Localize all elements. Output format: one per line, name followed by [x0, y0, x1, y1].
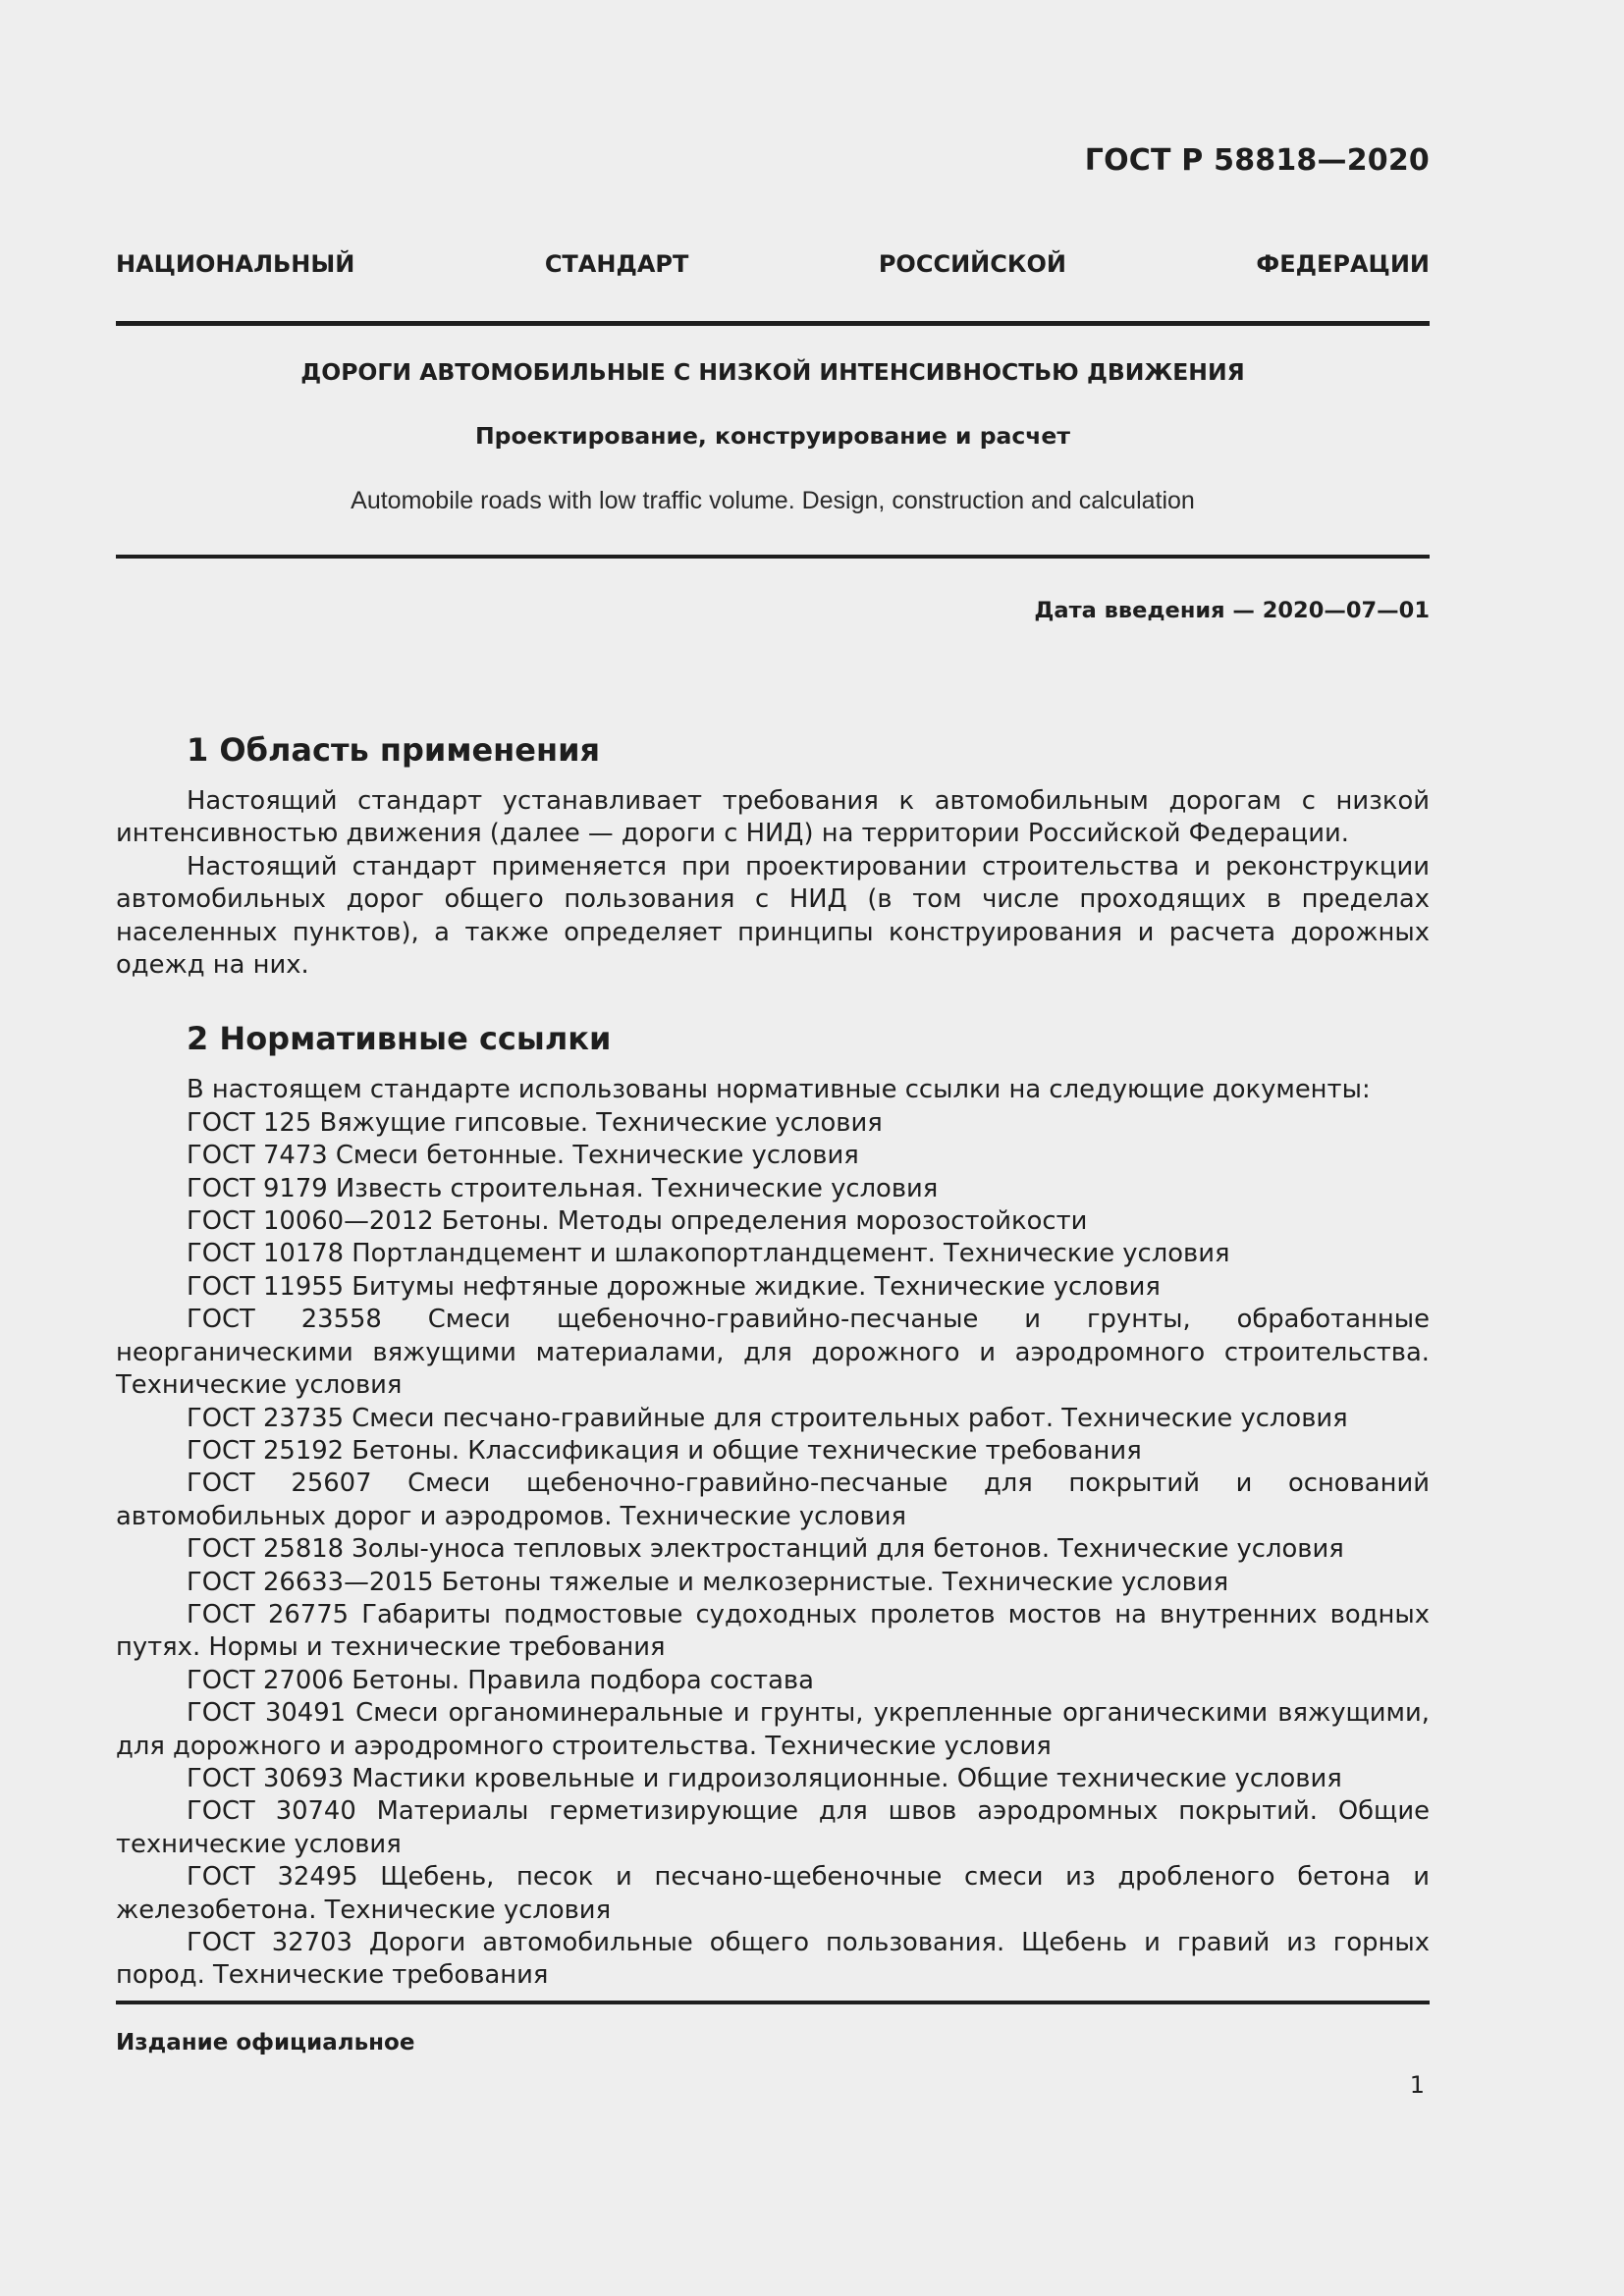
- header-divider: [116, 321, 1430, 326]
- reference-item: ГОСТ 26633—2015 Бетоны тяжелые и мелкозернистые. Технические условия: [187, 1567, 1229, 1597]
- reference-item: ГОСТ 23558 Смеси щебеночно-гравийно-песчаные и грунты, обработанные неорганическими вяжущими материалами, для дорожного и аэродромного строительства. Технические условия: [116, 1305, 1430, 1401]
- document-body: [116, 728, 1430, 1993]
- page-number: 1: [1409, 2071, 1425, 2099]
- reference-item: ГОСТ 25192 Бетоны. Классификация и общие технические требования: [187, 1435, 1142, 1466]
- document-code: ГОСТ Р 58818—2020: [1084, 143, 1430, 178]
- reference-item: ГОСТ 32495 Щебень, песок и песчано-щебеночные смеси из дробленого бетона и железобетона. Технические условия: [116, 1862, 1430, 1925]
- reference-item: ГОСТ 32703 Дороги автомобильные общего пользования. Щебень и гравий из горных пород. Технические требования: [116, 1928, 1430, 1991]
- reference-item: ГОСТ 30491 Смеси органоминеральные и грунты, укрепленные органическими вяжущими, для дорожного и аэродромного строительства. Технические условия: [116, 1698, 1430, 1761]
- title-divider: [116, 555, 1430, 559]
- reference-item: ГОСТ 25607 Смеси щебеночно-гравийно-песчаные для покрытий и оснований автомобильных дорог и аэродромов. Технические условия: [116, 1468, 1430, 1531]
- reference-item: ГОСТ 30693 Мастики кровельные и гидроизоляционные. Общие технические условия: [187, 1763, 1342, 1793]
- official-edition-label: Издание официальное: [116, 2030, 415, 2056]
- reference-item: ГОСТ 10178 Портландцемент и шлакопортландцемент. Технические условия: [187, 1239, 1230, 1269]
- footer-divider: [116, 2001, 1430, 2004]
- section-1-heading: 1 Область применения: [187, 731, 601, 769]
- section-1-paragraph: Настоящий стандарт применяется при проектировании строительства и реконструкции автомобильных дорог общего пользования с НИД (в том числе проходящих в пределах населенных пунктов), а также определяет принципы конструирования и расчета дорожных одежд на них.: [116, 851, 1430, 981]
- english-title: Automobile roads with low traffic volume. Design, construction and calculation: [351, 487, 1195, 514]
- reference-item: ГОСТ 7473 Смеси бетонные. Технические условия: [187, 1141, 859, 1171]
- reference-item: ГОСТ 125 Вяжущие гипсовые. Технические условия: [187, 1107, 883, 1138]
- introduction-date: Дата введения — 2020—07—01: [1034, 598, 1430, 623]
- national-standard-banner: НАЦИОНАЛЬНЫЙ СТАНДАРТ РОССИЙСКОЙ ФЕДЕРАЦИИ: [116, 250, 1430, 278]
- reference-item: ГОСТ 11955 Битумы нефтяные дорожные жидкие. Технические условия: [187, 1271, 1161, 1302]
- section-2-intro: В настоящем стандарте использованы нормативные ссылки на следующие документы:: [187, 1075, 1371, 1105]
- reference-item: ГОСТ 9179 Известь строительная. Технические условия: [187, 1173, 939, 1203]
- section-2-heading: 2 Нормативные ссылки: [187, 1020, 612, 1058]
- document-title: ДОРОГИ АВТОМОБИЛЬНЫЕ С НИЗКОЙ ИНТЕНСИВНОСТЬЮ ДВИЖЕНИЯ: [300, 358, 1245, 386]
- reference-item: ГОСТ 25818 Золы-уноса тепловых электростанций для бетонов. Технические условия: [187, 1534, 1344, 1565]
- reference-item: ГОСТ 30740 Материалы герметизирующие для швов аэродромных покрытий. Общие технические условия: [116, 1796, 1430, 1859]
- section-1-paragraph: Настоящий стандарт устанавливает требования к автомобильным дорогам с низкой интенсивностью движения (далее — дороги с НИД) на территории Российской Федерации.: [116, 786, 1430, 849]
- reference-item: ГОСТ 27006 Бетоны. Правила подбора состава: [187, 1665, 814, 1695]
- reference-item: ГОСТ 23735 Смеси песчано-гравийные для строительных работ. Технические условия: [187, 1403, 1348, 1433]
- reference-item: ГОСТ 26775 Габариты подмостовые судоходных пролетов мостов на внутренних водных путях. Нормы и технические требования: [116, 1599, 1430, 1663]
- document-subtitle: Проектирование, конструирование и расчет: [474, 422, 1070, 450]
- reference-item: ГОСТ 10060—2012 Бетоны. Методы определения морозостойкости: [187, 1206, 1088, 1237]
